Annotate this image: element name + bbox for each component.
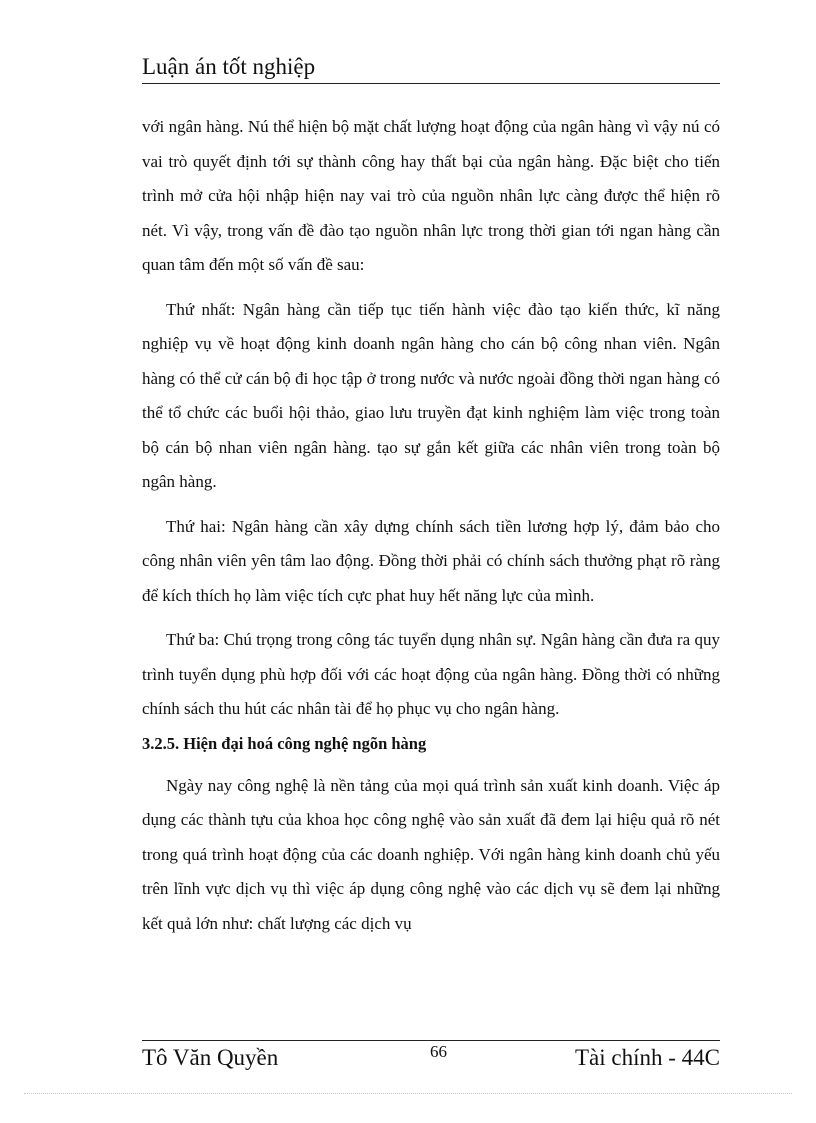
footer-author: Tô Văn Quyền [142,1045,279,1070]
page-header [142,52,720,84]
document-body [142,110,720,951]
paragraph-4: Thứ ba: Chú trọng trong công tác tuyển dụng nhân sự. Ngân hàng cần đưa ra quy trình tuyển dụng phù hợp đối với các hoạt động của ngân hàng. Đồng thời có những chính sách thu hút các nhân tài để họ phục vụ cho ngân hàng. [142,630,720,718]
paragraph-3: Thứ hai: Ngân hàng cần xây dựng chính sách tiền lương hợp lý, đảm bảo cho công nhân viên yên tâm lao động. Đồng thời phải có chính sách thưởng phạt rõ ràng để kích thích họ làm việc tích cực phat huy hết năng lực của mình. [142,516,720,605]
paragraph-1: với ngân hàng. Nú thể hiện bộ mặt chất lượng hoạt động của ngân hàng vì vậy nú có vai trò quyết định tới sự thành công hay thất bại của ngân hàng. Đặc biệt cho tiến trình mở cửa hội nhập hiện nay vai trò của nguồn nhân lực càng được thể hiện rõ nét. Vì vậy, trong vấn đề đào tạo nguồn nhân lực trong thời gian tới ngan hàng cần quan tâm đến một số vấn đề sau: [142,117,720,274]
page-bottom-edge [24,1093,792,1094]
page-number: 66 [430,1042,447,1061]
paragraph-2: Thứ nhất: Ngân hàng cần tiếp tục tiến hành việc đào tạo kiến thức, kĩ năng nghiệp vụ về hoạt động kinh doanh ngân hàng cho cán bộ công nhan viên. Ngân hàng có thể cử cán bộ đi học tập ở trong nước và nước ngoài đồng thời ngan hàng có thể tổ chức các buổi hội thảo, giao lưu truyền đạt kinh nghiệm làm việc trong toàn bộ cán bộ nhan viên ngân hàng. tạo sự gắn kết giữa các nhân viên trong toàn bộ ngân hàng. [142,299,720,491]
header-title: Luận án tốt nghiệp [142,54,316,79]
section-heading: 3.2.5. Hiện đại hoá công nghệ ngõn hàng [142,733,427,753]
footer-department: Tài chính - 44C [575,1045,720,1070]
section-paragraph: Ngày nay công nghệ là nền tảng của mọi quá trình sản xuất kinh doanh. Việc áp dụng các thành tựu của khoa học công nghệ vào sản xuất đã đem lại hiệu quả rõ nét trong quá trình hoạt động của các doanh nghiệp. Với ngân hàng kinh doanh chủ yếu trên lĩnh vực dịch vụ thì việc áp dụng công nghệ vào các dịch vụ sẽ đem lại những kết quả lớn như: chất lượng các dịch vụ [142,775,720,933]
